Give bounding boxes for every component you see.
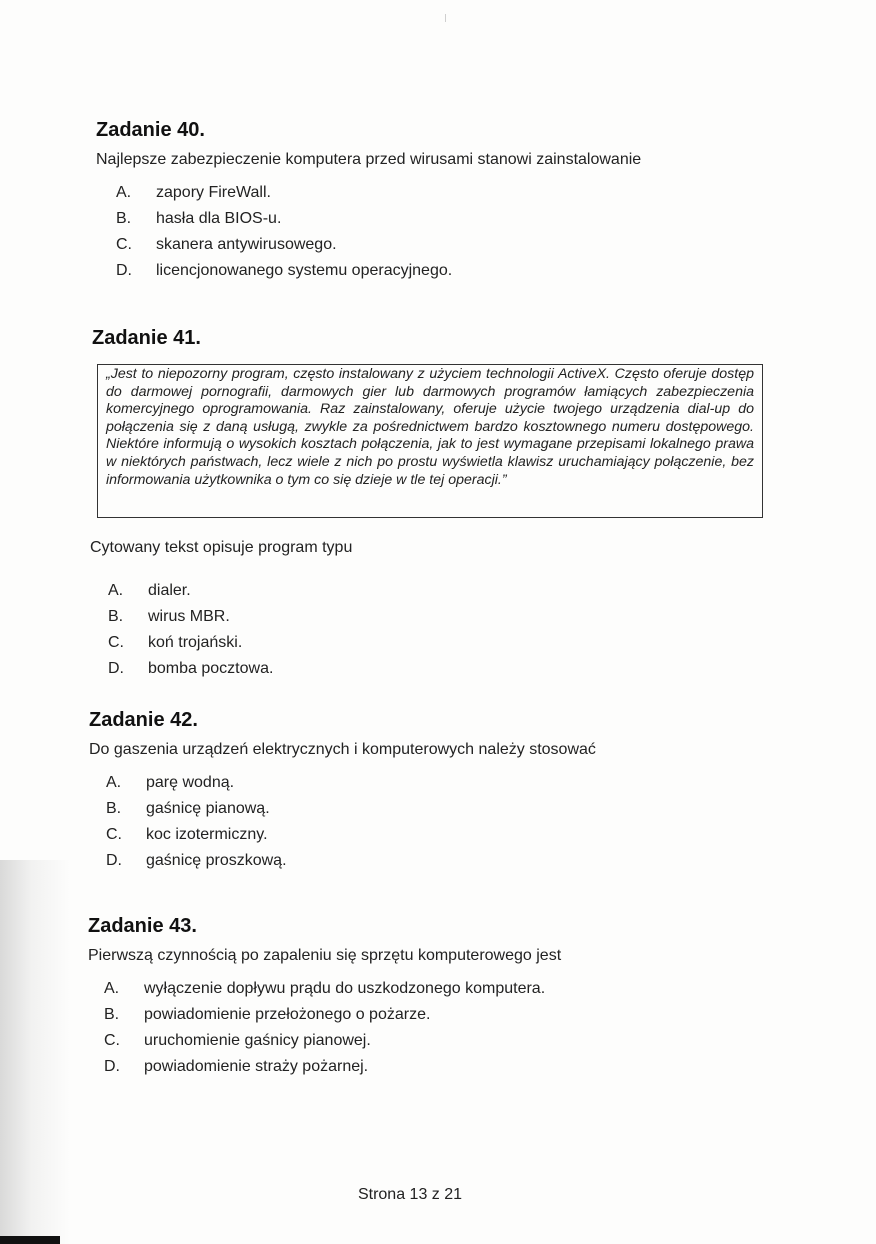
answer-letter: D. bbox=[108, 660, 124, 677]
answer-text: gaśnicę proszkową. bbox=[146, 852, 287, 869]
answer-letter: C. bbox=[106, 826, 122, 843]
answer-option-b bbox=[116, 206, 796, 232]
answer-option-b bbox=[104, 1002, 788, 1028]
answer-letter: C. bbox=[116, 236, 132, 253]
answer-letter: B. bbox=[104, 1006, 120, 1023]
scan-edge-bar bbox=[0, 1236, 60, 1244]
answer-option-a bbox=[104, 976, 788, 1002]
answer-letter: D. bbox=[106, 852, 122, 869]
answer-letter: D. bbox=[104, 1058, 120, 1075]
answer-option-d bbox=[106, 848, 789, 874]
task-question: Cytowany tekst opisuje program typu bbox=[90, 539, 353, 556]
answer-letter: B. bbox=[108, 608, 124, 625]
answer-letter: C. bbox=[108, 634, 124, 651]
answer-text: powiadomienie przełożonego o pożarze. bbox=[144, 1006, 431, 1023]
page-number: Strona 13 z 21 bbox=[357, 1186, 463, 1203]
answer-letter: C. bbox=[104, 1032, 120, 1049]
task-title: Zadanie 41. bbox=[92, 327, 201, 349]
task-title: Zadanie 43. bbox=[88, 915, 197, 937]
answer-text: uruchomienie gaśnicy pianowej. bbox=[144, 1032, 371, 1049]
answer-text: parę wodną. bbox=[146, 774, 235, 791]
answer-text: bomba pocztowa. bbox=[148, 660, 274, 677]
answer-list bbox=[104, 976, 788, 1080]
answer-option-a bbox=[106, 770, 789, 796]
answer-text: wyłączenie dopływu prądu do uszkodzonego komputera. bbox=[144, 980, 546, 997]
answer-text: skanera antywirusowego. bbox=[156, 236, 337, 253]
answer-letter: B. bbox=[106, 800, 122, 817]
answer-text: zapory FireWall. bbox=[156, 184, 271, 201]
answer-option-a bbox=[116, 180, 796, 206]
answer-letter: A. bbox=[104, 980, 120, 997]
answer-option-c bbox=[106, 822, 789, 848]
answer-option-d bbox=[104, 1054, 788, 1080]
task-40 bbox=[96, 118, 796, 284]
task-title: Zadanie 42. bbox=[89, 709, 198, 731]
answer-list bbox=[116, 180, 796, 284]
task-question: Do gaszenia urządzeń elektrycznych i komputerowych należy stosować bbox=[89, 741, 596, 758]
answer-letter: A. bbox=[108, 582, 124, 599]
answer-text: gaśnicę pianową. bbox=[146, 800, 270, 817]
task-question: Najlepsze zabezpieczenie komputera przed wirusami stanowi zainstalowanie bbox=[96, 151, 642, 168]
answer-option-a bbox=[108, 578, 708, 604]
answer-text: koc izotermiczny. bbox=[146, 826, 268, 843]
task-title: Zadanie 40. bbox=[96, 119, 205, 141]
scan-mark bbox=[445, 14, 446, 22]
answer-letter: A. bbox=[106, 774, 122, 791]
quote-box: „Jest to niepozorny program, często instalowany z użyciem technologii ActiveX. Często oferuje dostęp do darmowej pornografii, darmowych gier lub darmowych programów łamiących zabezpieczenia komercyjnego oprogramowania. Raz zainstalowany, oferuje użycie twojego urządzenia dial-up do połączenia się z daną usługą, zwykle za pośrednictwem bardzo kosztownego numeru dostępowego. Niektóre informują o wysokich kosztach połączenia, jak to jest wymagane przepisami lokalnego prawa w niektórych państwach, lecz wiele z nich po prostu wyświetla klawisz uruchamiający połączenie, bez informowania użytkownika o tym co się dzieje w tle tej operacji.” bbox=[97, 364, 763, 518]
answer-option-c bbox=[108, 630, 708, 656]
answer-option-c bbox=[104, 1028, 788, 1054]
task-43 bbox=[88, 914, 788, 1080]
answer-option-d bbox=[116, 258, 796, 284]
answer-list bbox=[106, 770, 789, 874]
answer-option-c bbox=[116, 232, 796, 258]
answer-list bbox=[108, 578, 708, 682]
answer-text: powiadomienie straży pożarnej. bbox=[144, 1058, 369, 1075]
answer-option-b bbox=[108, 604, 708, 630]
answer-letter: D. bbox=[116, 262, 132, 279]
task-42 bbox=[89, 708, 789, 874]
answer-text: dialer. bbox=[148, 582, 191, 599]
answer-letter: B. bbox=[116, 210, 132, 227]
answer-option-d bbox=[108, 656, 708, 682]
answer-option-b bbox=[106, 796, 789, 822]
answer-letter: A. bbox=[116, 184, 132, 201]
answer-text: koń trojański. bbox=[148, 634, 243, 651]
answer-text: hasła dla BIOS-u. bbox=[156, 210, 282, 227]
task-question: Pierwszą czynnością po zapaleniu się sprzętu komputerowego jest bbox=[88, 947, 562, 964]
answer-text: licencjonowanego systemu operacyjnego. bbox=[156, 262, 453, 279]
answer-text: wirus MBR. bbox=[148, 608, 230, 625]
